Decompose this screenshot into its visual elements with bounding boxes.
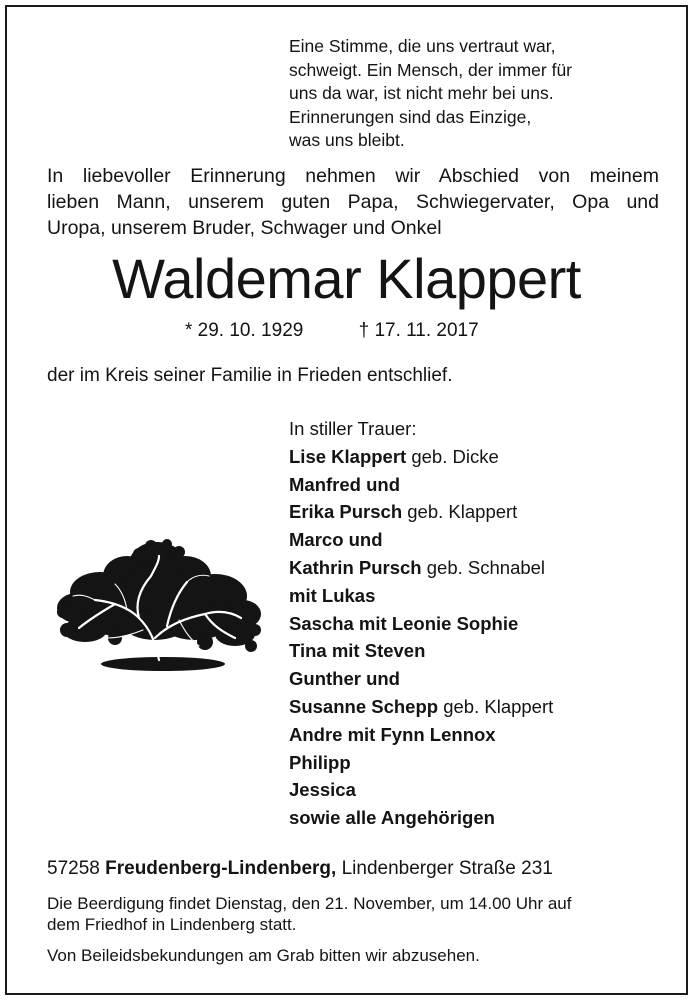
mourner-name: Jessica	[289, 779, 356, 801]
birth-date: * 29. 10. 1929	[185, 320, 304, 341]
address-street: Lindenberger Straße 231	[341, 858, 553, 879]
death-date: † 17. 11. 2017	[358, 320, 479, 341]
funeral-info	[47, 893, 572, 935]
mourner-line	[289, 471, 553, 499]
mourner-name: sowie alle Angehörigen	[289, 807, 495, 829]
mourner-line	[289, 749, 553, 777]
mourner-line	[289, 554, 553, 582]
mourner-note: geb. Klappert	[402, 501, 518, 523]
life-dates	[185, 319, 479, 343]
poem-line: Eine Stimme, die uns vertraut war,	[289, 36, 556, 56]
funeral-line: dem Friedhof in Lindenberg statt.	[47, 915, 297, 934]
mourner-name: Philipp	[289, 751, 351, 773]
mourner-line	[289, 582, 553, 610]
intro-paragraph	[47, 163, 659, 241]
mourner-name: Kathrin Pursch	[289, 556, 422, 578]
poem-line: was uns bleibt.	[289, 130, 405, 150]
mourner-note: geb. Dicke	[406, 445, 499, 467]
mourner-name: Marco und	[289, 529, 383, 551]
address-town: Freudenberg-Lindenberg,	[105, 858, 337, 879]
mourner-name: mit Lukas	[289, 584, 376, 606]
mourner-name: Andre mit Fynn Lennox	[289, 723, 496, 745]
poem-line: Erinnerungen sind das Einzige,	[289, 106, 532, 127]
mourner-line	[289, 610, 553, 638]
condolence-note: Von Beileidsbekundungen am Grab bitten wir abzusehen.	[47, 946, 480, 965]
mourner-line	[289, 665, 553, 693]
mourner-line	[289, 443, 553, 471]
mourner-name: Manfred und	[289, 473, 400, 495]
mourner-line	[289, 721, 553, 749]
passing-text: der im Kreis seiner Familie in Frieden entschlief.	[47, 365, 453, 386]
mourner-name: Lise Klappert	[289, 445, 407, 467]
funeral-line: Die Beerdigung findet Dienstag, den 21. November, um 14.00 Uhr auf	[47, 894, 572, 913]
obituary-notice	[5, 5, 688, 995]
intro-line: lieben Mann, unserem guten Papa, Schwiegervater, Opa und	[47, 191, 659, 213]
mourner-name: Sascha mit Leonie Sophie	[289, 612, 519, 634]
tree-icon	[55, 534, 265, 674]
mourner-line	[289, 526, 553, 554]
deceased-name: Waldemar Klappert	[112, 247, 581, 310]
mourner-name: Susanne Schepp	[289, 695, 439, 717]
memorial-poem	[289, 35, 572, 153]
mourner-line	[289, 776, 553, 804]
address-postcode: 57258	[47, 858, 100, 879]
poem-line: uns da war, ist nicht mehr bei uns.	[289, 83, 554, 103]
mourner-line	[289, 693, 553, 721]
intro-line: Uropa, unserem Bruder, Schwager und Onkel	[47, 217, 442, 239]
mourner-name: Gunther und	[289, 668, 400, 690]
mourners-list	[289, 415, 553, 832]
intro-line: In liebevoller Erinnerung nehmen wir Abschied von meinem	[47, 165, 659, 187]
poem-line: schweigt. Ein Mensch, der immer für	[289, 59, 573, 80]
mourners-heading: In stiller Trauer:	[289, 418, 417, 439]
mourner-line	[289, 804, 553, 832]
mourner-line	[289, 637, 553, 665]
family-address	[47, 857, 553, 881]
mourner-note: geb. Klappert	[438, 695, 554, 717]
mourner-line	[289, 498, 553, 526]
mourner-name: Tina mit Steven	[289, 640, 426, 662]
mourner-name: Erika Pursch	[289, 501, 403, 523]
mourner-note: geb. Schnabel	[421, 556, 546, 578]
